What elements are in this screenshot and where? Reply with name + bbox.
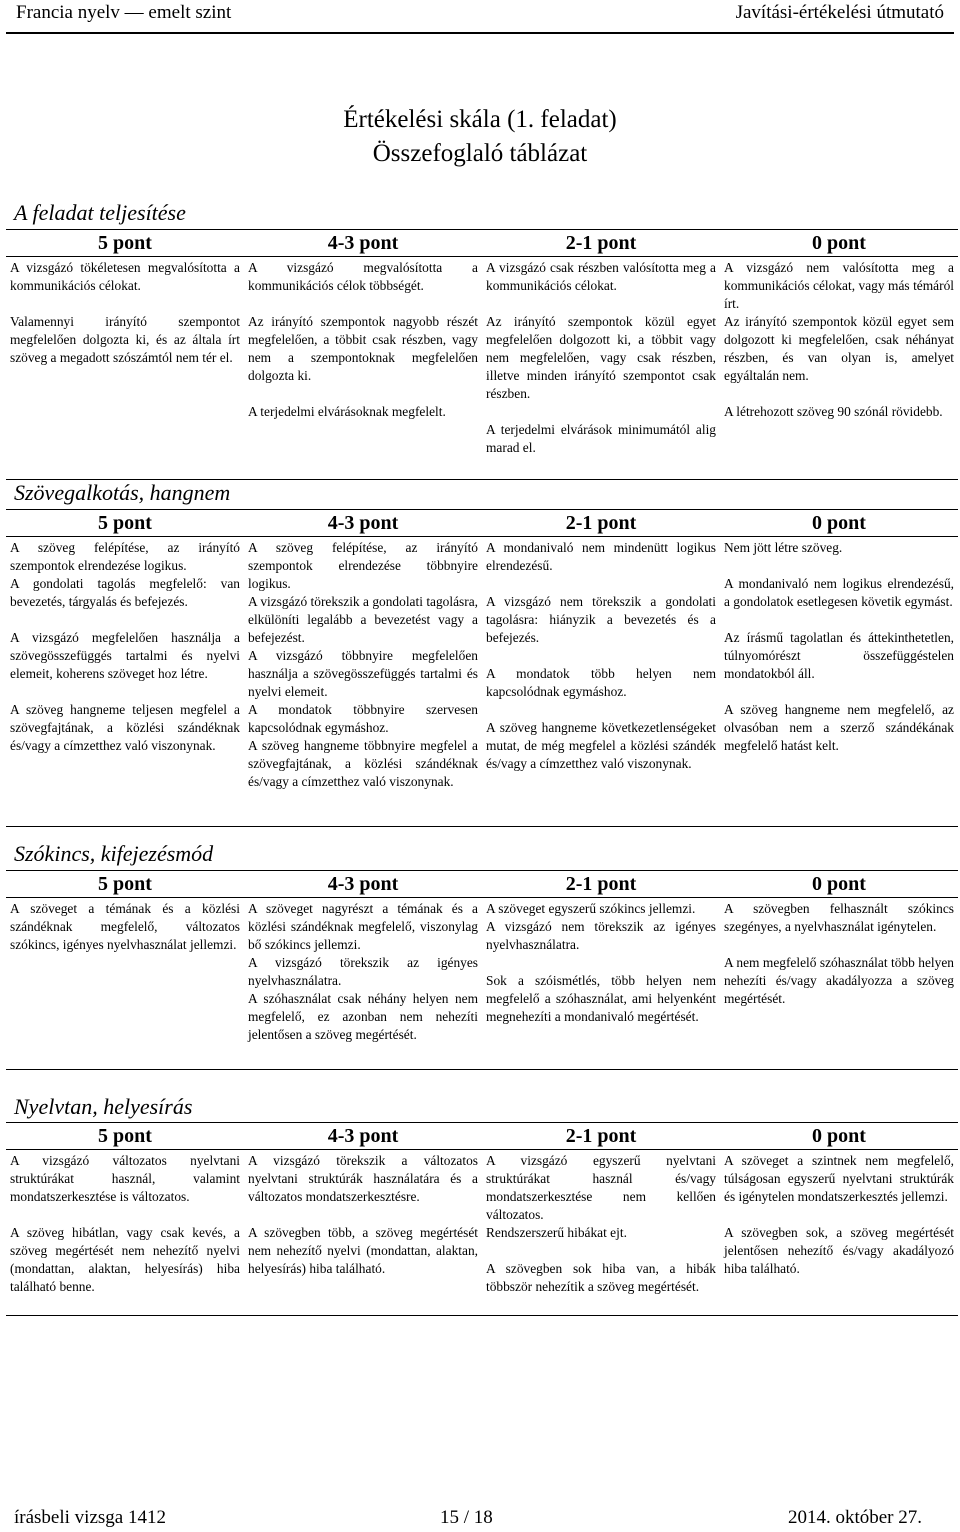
footer-left: írásbeli vizsga 1412 bbox=[14, 1507, 166, 1528]
rubric-text: A szöveg hangneme nem megfelelő, az olvasóban nem a szerző szándékának megfelelő hatást kelt. bbox=[724, 702, 954, 753]
rubric-cell bbox=[6, 1150, 244, 1316]
rubric-text: A mondanivaló nem mindenütt logikus elrendezésű. bbox=[486, 540, 716, 573]
page-header bbox=[6, 0, 954, 28]
rubric-text: A szöveg hangneme következetlenségeket mutat, de még megfelel a közlési szándék és/vagy a címzetthez való viszonynak. bbox=[486, 720, 716, 771]
rubric-text: A szövegben sok hiba van, a hibák többször nehezítik a szöveg megértését. bbox=[486, 1261, 716, 1294]
rubric-text: Valamennyi irányító szempontot megfelelően dolgozta ki, és az általa írt szöveg a megadott szószámtól nem tér el. bbox=[10, 314, 240, 365]
rubric-text: A szöveget a szintnek nem megfelelő, túlságosan egyszerű nyelvtani struktúrák és igénytelen mondatszerkesztés jellemzi. bbox=[724, 1153, 954, 1204]
rubric-text: Az írásmű tagolatlan és áttekinthetetlen, túlnyomórészt összefüggéstelen mondatokból áll. bbox=[724, 630, 954, 681]
rubric-text: A nem megfelelő szóhasználat több helyen nehezíti és/vagy akadályozza a szöveg megértését. bbox=[724, 955, 954, 1006]
score-header: 0 pont bbox=[720, 510, 958, 537]
score-header-row bbox=[6, 871, 958, 898]
rubric-cell bbox=[720, 537, 958, 827]
rubric-text: A szöveg felépítése, az irányító szempontok elrendezése logikus. bbox=[10, 540, 240, 573]
rubric-row bbox=[6, 1150, 958, 1316]
rubric-text: A vizsgázó törekszik a gondolati tagolásra, elkülöníti legalább a bevezetést vagy a befejezést. bbox=[248, 594, 478, 645]
rubric-text: Sok a szóismétlés, több helyen nem megfelelő a szóhasználat, ami helyenként megnehezíti a mondanivaló megértését. bbox=[486, 973, 716, 1024]
rubric-text: A vizsgázó változatos nyelvtani struktúrákat használ, valamint mondatszerkesztése is változatos. bbox=[10, 1153, 240, 1204]
rubric-cell bbox=[244, 537, 482, 827]
rubric-text: A szövegben felhasznált szókincs szegényes, a nyelvhasználat igénytelen. bbox=[724, 901, 954, 934]
rubric-text: Nem jött létre szöveg. bbox=[724, 540, 843, 555]
score-header: 5 pont bbox=[6, 230, 244, 257]
header-left: Francia nyelv — emelt szint bbox=[16, 2, 232, 23]
rubric-table-vocab bbox=[6, 870, 958, 1070]
rubric-text: Az irányító szempontok közül egyet sem dolgozott ki megfelelően, csak néhányat részben, és van olyan is, amelyet egyáltalán nem. bbox=[724, 314, 954, 383]
rubric-cell bbox=[6, 898, 244, 1070]
page-title: Értékelési skála (1. feladat) bbox=[343, 106, 617, 133]
rubric-text: A szöveg felépítése, az irányító szempontok elrendezése többnyire logikus. bbox=[248, 540, 478, 591]
header-rule bbox=[6, 32, 954, 34]
score-header: 2-1 pont bbox=[482, 510, 720, 537]
score-header: 0 pont bbox=[720, 871, 958, 898]
rubric-text: A szöveget nagyrészt a témának és a közlési szándéknak megfelelő, viszonylag bő szókincs jellemzi. bbox=[248, 901, 478, 952]
rubric-text: A vizsgázó nem törekszik az igényes nyelvhasználatra. bbox=[486, 919, 716, 952]
rubric-text: A szóhasználat csak néhány helyen nem megfelelő, ez azonban nem nehezíti jelentősen a szöveg megértését. bbox=[248, 991, 478, 1042]
score-header: 5 pont bbox=[6, 510, 244, 537]
score-header: 4-3 pont bbox=[244, 871, 482, 898]
rubric-text: A szövegben több, a szöveg megértését nem nehezítő nyelvi (mondattan, alaktan, helyesírás) hiba található. bbox=[248, 1225, 478, 1276]
rubric-text: A vizsgázó többnyire megfelelően használja a szövegösszefüggés tartalmi és nyelvi elemeit. bbox=[248, 648, 478, 699]
rubric-text: A létrehozott szöveg 90 szónál rövidebb. bbox=[724, 404, 943, 419]
rubric-row bbox=[6, 537, 958, 827]
rubric-text: A vizsgázó csak részben valósította meg a kommunikációs célokat. bbox=[486, 260, 716, 293]
rubric-text: A szöveg hangneme teljesen megfelel a szövegfajtának, a közlési szándéknak és/vagy a címzetthez való viszonynak. bbox=[10, 702, 240, 753]
rubric-cell bbox=[244, 898, 482, 1070]
rubric-text: A mondatok többnyire szervesen kapcsolódnak egymáshoz. bbox=[248, 702, 478, 735]
rubric-text: A vizsgázó nem valósította meg a kommunikációs célokat, vagy más témáról írt. bbox=[724, 260, 954, 311]
rubric-cell bbox=[482, 898, 720, 1070]
rubric-cell bbox=[244, 1150, 482, 1316]
score-header-row bbox=[6, 230, 958, 257]
rubric-text: A szöveg hangneme többnyire megfelel a szövegfajtának, a közlési szándéknak és/vagy a címzetthez való viszonynak. bbox=[248, 738, 478, 789]
rubric-cell bbox=[720, 257, 958, 480]
score-header: 2-1 pont bbox=[482, 871, 720, 898]
section-title-task: A feladat teljesítése bbox=[14, 200, 186, 225]
rubric-cell bbox=[720, 1150, 958, 1316]
rubric-table-grammar bbox=[6, 1122, 958, 1316]
rubric-table-task bbox=[6, 229, 958, 480]
rubric-cell bbox=[6, 537, 244, 827]
rubric-text: Az irányító szempontok közül egyet megfelelően dolgozott ki, a többit vagy nem megfelelően, vagy csak részben, illetve minden irányító szempontot csak részben. bbox=[486, 314, 716, 401]
rubric-text: A vizsgázó egyszerű nyelvtani struktúrákat használ és/vagy mondatszerkesztése nem kellően változatos. bbox=[486, 1153, 716, 1222]
footer-date: 2014. október 27. bbox=[787, 1507, 922, 1528]
rubric-text: A vizsgázó tökéletesen megvalósította a kommunikációs célokat. bbox=[10, 260, 240, 293]
score-header: 2-1 pont bbox=[482, 1123, 720, 1150]
score-header-row bbox=[6, 1123, 958, 1150]
rubric-text: A terjedelmi elvárásoknak megfelelt. bbox=[248, 404, 446, 419]
rubric-text: A gondolati tagolás megfelelő: van bevezetés, tárgyalás és befejezés. bbox=[10, 576, 240, 609]
rubric-text: A szövegben sok, a szöveg megértését jelentősen nehezítő és/vagy akadályozó hiba található. bbox=[724, 1225, 954, 1276]
rubric-text: A vizsgázó megfelelően használja a szövegösszefüggés tartalmi és nyelvi elemeit, koherens szöveget hoz létre. bbox=[10, 630, 240, 681]
rubric-text: A mondanivaló nem logikus elrendezésű, a gondolatok esetlegesen követik egymást. bbox=[724, 576, 954, 609]
rubric-text: Az irányító szempontok nagyobb részét megfelelően, a többit csak részben, vagy nem a szempontoknak megfelelően dolgozta ki. bbox=[248, 314, 478, 383]
score-header: 2-1 pont bbox=[482, 230, 720, 257]
score-header: 4-3 pont bbox=[244, 230, 482, 257]
rubric-cell bbox=[244, 257, 482, 480]
score-header: 0 pont bbox=[720, 230, 958, 257]
score-header: 4-3 pont bbox=[244, 510, 482, 537]
rubric-cell bbox=[720, 898, 958, 1070]
rubric-cell bbox=[482, 1150, 720, 1316]
footer-page-number: 15 / 18 bbox=[440, 1507, 493, 1528]
rubric-text: A vizsgázó törekszik az igényes nyelvhasználatra. bbox=[248, 955, 478, 988]
rubric-text: Rendszerszerű hibákat ejt. bbox=[486, 1225, 627, 1240]
rubric-text: A vizsgázó törekszik a változatos nyelvtani struktúrák használatára és a változatos mondatszerkesztésre. bbox=[248, 1153, 478, 1204]
rubric-text: A vizsgázó megvalósította a kommunikációs célok többségét. bbox=[248, 260, 478, 293]
rubric-cell bbox=[482, 257, 720, 480]
header-right: Javítási-értékelési útmutató bbox=[735, 2, 944, 23]
rubric-text: A szöveget egyszerű szókincs jellemzi. bbox=[486, 901, 696, 916]
score-header: 4-3 pont bbox=[244, 1123, 482, 1150]
section-title-vocab: Szókincs, kifejezésmód bbox=[14, 841, 214, 866]
score-header: 5 pont bbox=[6, 871, 244, 898]
rubric-cell bbox=[6, 257, 244, 480]
rubric-text: A mondatok több helyen nem kapcsolódnak egymáshoz. bbox=[486, 666, 716, 699]
rubric-text: A szöveg hibátlan, vagy csak kevés, a szöveg megértését nem nehezítő nyelvi (mondattan, alaktan, helyesírás) hiba található benne. bbox=[10, 1225, 240, 1294]
rubric-text: A vizsgázó nem törekszik a gondolati tagolásra: hiányzik a bevezetés és a befejezés. bbox=[486, 594, 716, 645]
score-header-row bbox=[6, 510, 958, 537]
rubric-cell bbox=[482, 537, 720, 827]
rubric-row bbox=[6, 257, 958, 480]
score-header: 5 pont bbox=[6, 1123, 244, 1150]
section-title-grammar: Nyelvtan, helyesírás bbox=[14, 1094, 193, 1119]
rubric-text: A szöveget a témának és a közlési szándéknak megfelelő, változatos szókincs, igényes nyelvhasználat jellemzi. bbox=[10, 901, 240, 952]
rubric-table-text bbox=[6, 509, 958, 827]
section-title-text: Szövegalkotás, hangnem bbox=[14, 480, 231, 505]
rubric-row bbox=[6, 898, 958, 1070]
rubric-text: A terjedelmi elvárások minimumától alig marad el. bbox=[486, 422, 716, 455]
score-header: 0 pont bbox=[720, 1123, 958, 1150]
page-subtitle: Összefoglaló táblázat bbox=[372, 140, 588, 167]
